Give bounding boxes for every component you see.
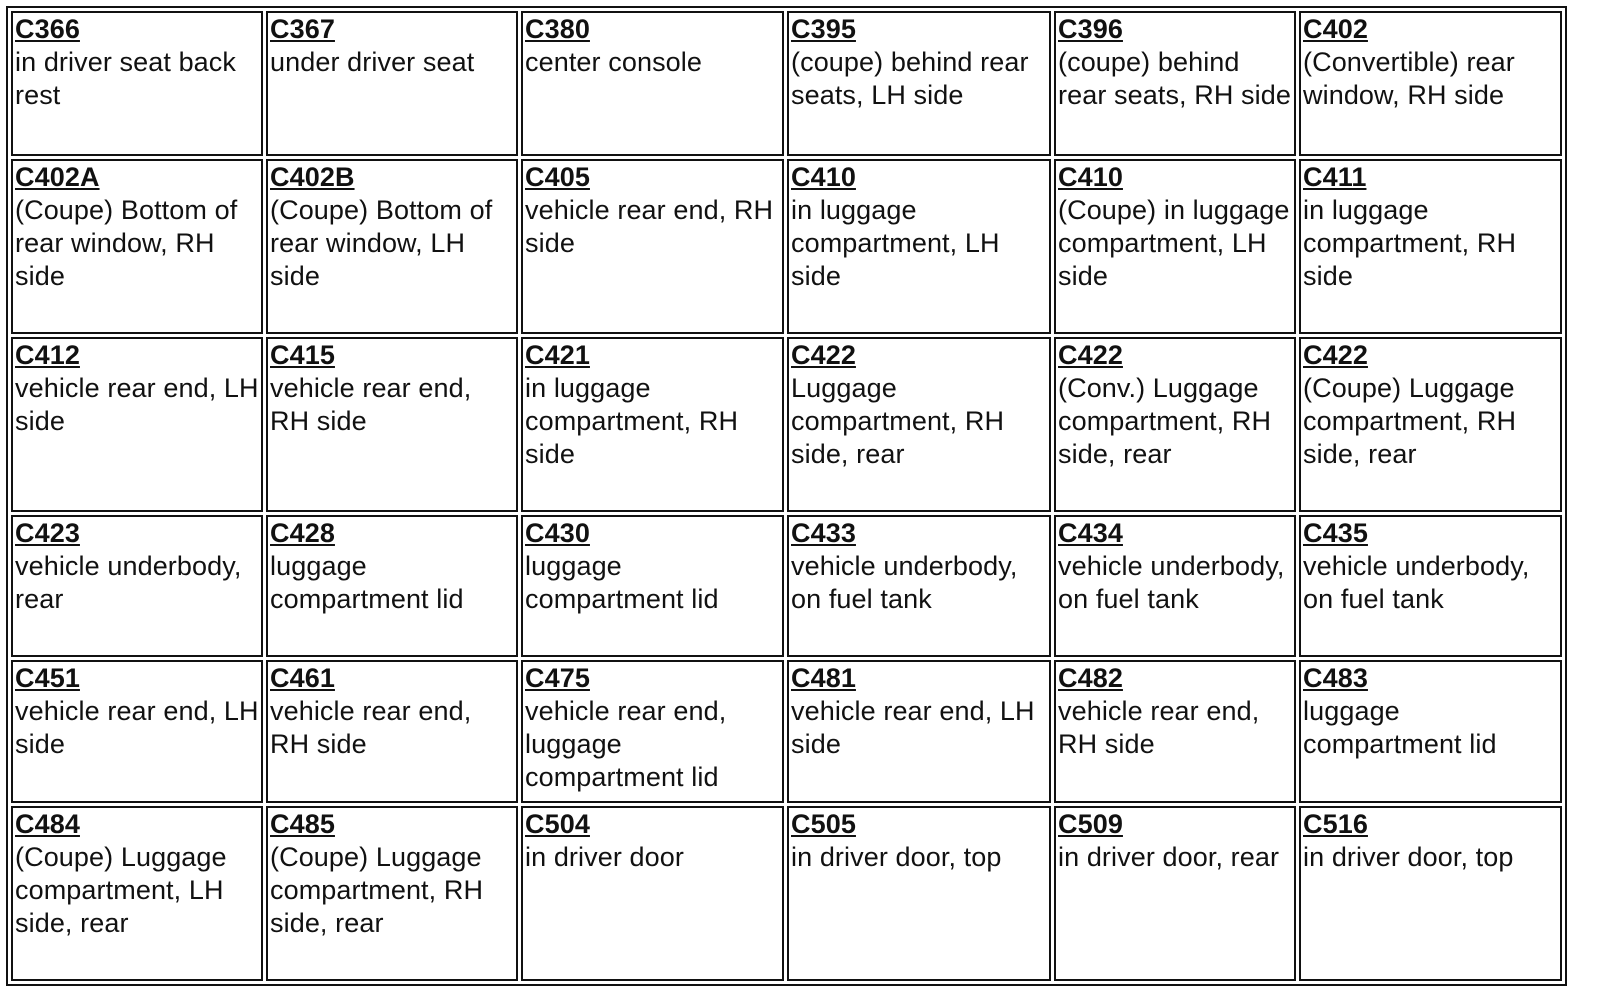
connector-cell [787, 337, 1051, 512]
connector-id-link[interactable]: C367 [270, 14, 335, 44]
connector-location-text: (Coupe) Luggage compartment, RH side, rear [1303, 373, 1517, 469]
connector-cell [1299, 337, 1562, 512]
connector-id-link[interactable]: C395 [791, 14, 856, 44]
connector-id-link[interactable]: C366 [15, 14, 80, 44]
table-row [11, 11, 1562, 156]
connector-id-link[interactable]: C422 [1058, 340, 1123, 370]
connector-location-text: in driver seat back rest [15, 47, 236, 110]
connector-location-text: in driver door, top [1303, 842, 1514, 872]
connector-location-text: vehicle rear end, LH side [791, 696, 1035, 759]
connector-location-text: vehicle underbody, on fuel tank [1303, 551, 1530, 614]
connector-location-text: luggage compartment lid [1303, 696, 1497, 759]
connector-id-link[interactable]: C422 [1303, 340, 1368, 370]
connector-id-link[interactable]: C433 [791, 518, 856, 548]
connector-cell [787, 11, 1051, 156]
connector-location-text: under driver seat [270, 47, 475, 77]
table-body [11, 11, 1562, 981]
connector-id-link[interactable]: C423 [15, 518, 80, 548]
connector-cell [266, 337, 518, 512]
connector-id-link[interactable]: C509 [1058, 809, 1123, 839]
connector-cell [266, 806, 518, 981]
connector-cell [787, 660, 1051, 803]
connector-cell [11, 337, 263, 512]
table-row [11, 660, 1562, 803]
connector-id-link[interactable]: C484 [15, 809, 80, 839]
connector-location-text: vehicle rear end, LH side [15, 696, 259, 759]
connector-id-link[interactable]: C415 [270, 340, 335, 370]
connector-location-text: Luggage compartment, RH side, rear [791, 373, 1005, 469]
connector-id-link[interactable]: C410 [791, 162, 856, 192]
connector-id-link[interactable]: C504 [525, 809, 590, 839]
connector-cell [1299, 806, 1562, 981]
connector-location-text: vehicle rear end, luggage compartment lid [525, 696, 727, 792]
connector-location-table [6, 6, 1567, 986]
connector-location-text: (coupe) behind rear seats, RH side [1058, 47, 1291, 110]
connector-location-text: (Coupe) Luggage compartment, RH side, rear [270, 842, 484, 938]
connector-id-link[interactable]: C402 [1303, 14, 1368, 44]
connector-cell [11, 660, 263, 803]
connector-location-text: luggage compartment lid [270, 551, 464, 614]
connector-location-text: vehicle underbody, rear [15, 551, 242, 614]
connector-cell [521, 515, 784, 657]
connector-id-link[interactable]: C483 [1303, 663, 1368, 693]
connector-cell [266, 660, 518, 803]
connector-id-link[interactable]: C516 [1303, 809, 1368, 839]
connector-id-link[interactable]: C482 [1058, 663, 1123, 693]
connector-cell [11, 11, 263, 156]
connector-location-text: in driver door, rear [1058, 842, 1280, 872]
table-row [11, 337, 1562, 512]
connector-location-text: vehicle rear end, LH side [15, 373, 259, 436]
connector-cell [1299, 11, 1562, 156]
connector-cell [1054, 806, 1296, 981]
connector-cell [1054, 11, 1296, 156]
connector-cell [787, 515, 1051, 657]
connector-cell [521, 11, 784, 156]
connector-location-text: in driver door [525, 842, 684, 872]
connector-cell [521, 337, 784, 512]
connector-location-text: (Coupe) Luggage compartment, LH side, rear [15, 842, 227, 938]
connector-cell [1054, 660, 1296, 803]
connector-id-link[interactable]: C405 [525, 162, 590, 192]
connector-id-link[interactable]: C396 [1058, 14, 1123, 44]
connector-location-text: center console [525, 47, 703, 77]
table-row [11, 806, 1562, 981]
connector-location-text: in luggage compartment, LH side [791, 195, 1000, 291]
connector-id-link[interactable]: C421 [525, 340, 590, 370]
connector-location-text: in luggage compartment, RH side [1303, 195, 1517, 291]
connector-cell [1054, 337, 1296, 512]
connector-cell [1299, 515, 1562, 657]
connector-cell [521, 660, 784, 803]
connector-cell [1054, 159, 1296, 334]
connector-cell [266, 159, 518, 334]
connector-cell [521, 806, 784, 981]
connector-cell [11, 806, 263, 981]
connector-location-text: vehicle underbody, on fuel tank [791, 551, 1018, 614]
connector-id-link[interactable]: C402B [270, 162, 355, 192]
connector-id-link[interactable]: C402A [15, 162, 100, 192]
connector-id-link[interactable]: C411 [1303, 162, 1367, 192]
connector-location-text: in driver door, top [791, 842, 1002, 872]
connector-location-text: (Coupe) in luggage compartment, LH side [1058, 195, 1290, 291]
table-row [11, 515, 1562, 657]
connector-id-link[interactable]: C422 [791, 340, 856, 370]
connector-location-text: luggage compartment lid [525, 551, 719, 614]
connector-cell [787, 159, 1051, 334]
connector-id-link[interactable]: C461 [270, 663, 335, 693]
connector-cell [11, 515, 263, 657]
table-row [11, 159, 1562, 334]
connector-id-link[interactable]: C435 [1303, 518, 1368, 548]
connector-id-link[interactable]: C428 [270, 518, 335, 548]
connector-id-link[interactable]: C410 [1058, 162, 1123, 192]
connector-cell [1054, 515, 1296, 657]
connector-id-link[interactable]: C485 [270, 809, 335, 839]
connector-id-link[interactable]: C434 [1058, 518, 1123, 548]
connector-location-text: vehicle rear end, RH side [270, 373, 472, 436]
connector-location-text: vehicle rear end, RH side [270, 696, 472, 759]
connector-location-text: (Conv.) Luggage compartment, RH side, rear [1058, 373, 1272, 469]
connector-location-text: (Coupe) Bottom of rear window, LH side [270, 195, 493, 291]
connector-location-text: in luggage compartment, RH side [525, 373, 739, 469]
connector-id-link[interactable]: C481 [791, 663, 856, 693]
connector-cell [11, 159, 263, 334]
connector-location-text: vehicle rear end, RH side [1058, 696, 1260, 759]
connector-cell [1299, 660, 1562, 803]
connector-cell [521, 159, 784, 334]
connector-location-text: (Coupe) Bottom of rear window, RH side [15, 195, 238, 291]
connector-location-text: (Convertible) rear window, RH side [1303, 47, 1515, 110]
connector-id-link[interactable]: C475 [525, 663, 590, 693]
connector-cell [266, 515, 518, 657]
connector-id-link[interactable]: C430 [525, 518, 590, 548]
connector-id-link[interactable]: C505 [791, 809, 856, 839]
connector-id-link[interactable]: C412 [15, 340, 80, 370]
connector-cell [1299, 159, 1562, 334]
connector-location-text: vehicle underbody, on fuel tank [1058, 551, 1285, 614]
connector-id-link[interactable]: C451 [15, 663, 80, 693]
connector-location-text: vehicle rear end, RH side [525, 195, 774, 258]
connector-location-text: (coupe) behind rear seats, LH side [791, 47, 1029, 110]
connector-cell [266, 11, 518, 156]
connector-id-link[interactable]: C380 [525, 14, 590, 44]
connector-cell [787, 806, 1051, 981]
